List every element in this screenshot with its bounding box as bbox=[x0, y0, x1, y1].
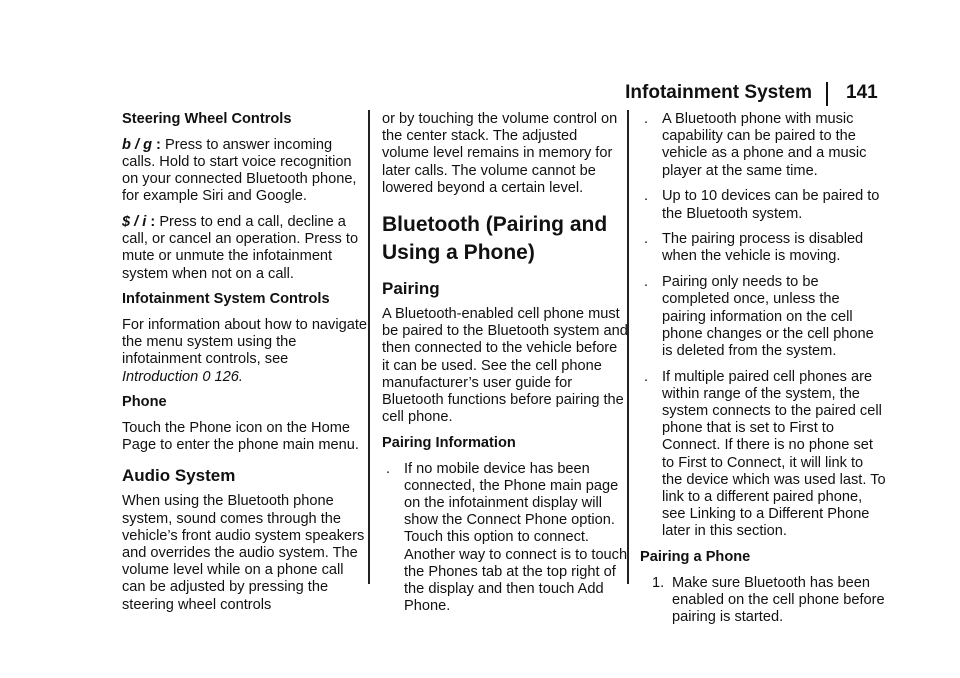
column-middle bbox=[382, 111, 628, 624]
pairing-information-heading: Pairing Information bbox=[382, 434, 516, 451]
introduction-link[interactable]: Introduction bbox=[122, 368, 199, 385]
infotainment-controls-heading: Infotainment System Controls bbox=[122, 291, 330, 308]
phone-end-icon: $ / i bbox=[122, 214, 147, 231]
bullet-icon: . bbox=[644, 274, 649, 291]
column-divider bbox=[368, 110, 370, 584]
column-left bbox=[122, 111, 368, 622]
phone-heading: Phone bbox=[122, 394, 167, 411]
page-reference: 0 126. bbox=[202, 368, 243, 385]
list-item: . If no mobile device has been connected, the Phone main page on the infotainment display will show the Connect Phone option. Touch this option to connect. Another way to connect is to touch the Phones tab at the top right of the display and then touch Add Phone. bbox=[386, 460, 628, 615]
continued-paragraph: or by touching the volume control on the center stack. The adjusted volume level remains in memory for later calls. The volume cannot be lowered beyond a certain level. bbox=[382, 111, 618, 196]
page-number: 141 bbox=[846, 82, 878, 103]
bullet-icon: . bbox=[644, 231, 649, 248]
list-item: . If multiple paired cell phones are within range of the system, the system connects to the paired cell phone that is set to First to Connect. If there is no phone set to First to Connect, it will link to the device which was used last. To link to a different paired phone, see Linking to a Different Phone later in this section. bbox=[644, 368, 886, 540]
bluetooth-heading: Bluetooth (Pairing and Using a Phone) bbox=[382, 213, 608, 265]
bullet-icon: . bbox=[386, 460, 391, 477]
list-item: . Up to 10 devices can be paired to the Bluetooth system. bbox=[644, 188, 880, 222]
phone-answer-icon: b / g bbox=[122, 136, 152, 153]
column-right bbox=[640, 111, 886, 635]
bullet-icon: . bbox=[644, 111, 649, 127]
phone-paragraph: Touch the Phone icon on the Home Page to enter the phone main menu. bbox=[122, 420, 359, 454]
list-item: . A Bluetooth phone with music capability can be paired to the vehicle as a phone and a music player at the same time. bbox=[644, 111, 867, 179]
audio-system-heading: Audio System bbox=[122, 466, 236, 486]
bullet-icon: . bbox=[644, 188, 649, 205]
step-number: 1. bbox=[652, 574, 665, 591]
header-divider bbox=[826, 82, 828, 106]
section-title: Infotainment System bbox=[625, 82, 812, 103]
pairing-paragraph: A Bluetooth-enabled cell phone must be paired to the Bluetooth system and then connected to the vehicle before it can be used. See the cell phone manufacturer’s user guide for Bluetooth functions before pairing the cell phone. bbox=[382, 306, 628, 426]
pairing-heading: Pairing bbox=[382, 279, 440, 299]
answer-paragraph: b / g : Press to answer incoming calls. Hold to start voice recognition on your connected Bluetooth phone, for example Siri and Google. bbox=[122, 136, 357, 205]
end-paragraph: $ / i : Press to end a call, decline a call, or cancel an operation. Press to mute or unmute the infotainment system when not on a call. bbox=[122, 214, 359, 282]
list-item: . Pairing only needs to be completed once, unless the pairing information on the cell phone changes or the cell phone is deleted from the system. bbox=[644, 274, 874, 359]
list-item: . The pairing process is disabled when the vehicle is moving. bbox=[644, 231, 864, 265]
steering-controls-heading: Steering Wheel Controls bbox=[122, 111, 292, 127]
page-header bbox=[0, 82, 960, 108]
audio-paragraph: When using the Bluetooth phone system, sound comes through the vehicle’s front audio system speakers and overrides the audio system. The volume level while on a phone call can be adjusted by pressing the steering wheel controls bbox=[122, 493, 365, 613]
info-paragraph: For information about how to navigate the menu system using the infotainment controls, see Introduction 0 126. bbox=[122, 317, 367, 385]
pairing-a-phone-heading: Pairing a Phone bbox=[640, 549, 751, 566]
numbered-step: 1. Make sure Bluetooth has been enabled on the cell phone before pairing is started. bbox=[652, 574, 885, 626]
bullet-icon: . bbox=[644, 368, 649, 385]
